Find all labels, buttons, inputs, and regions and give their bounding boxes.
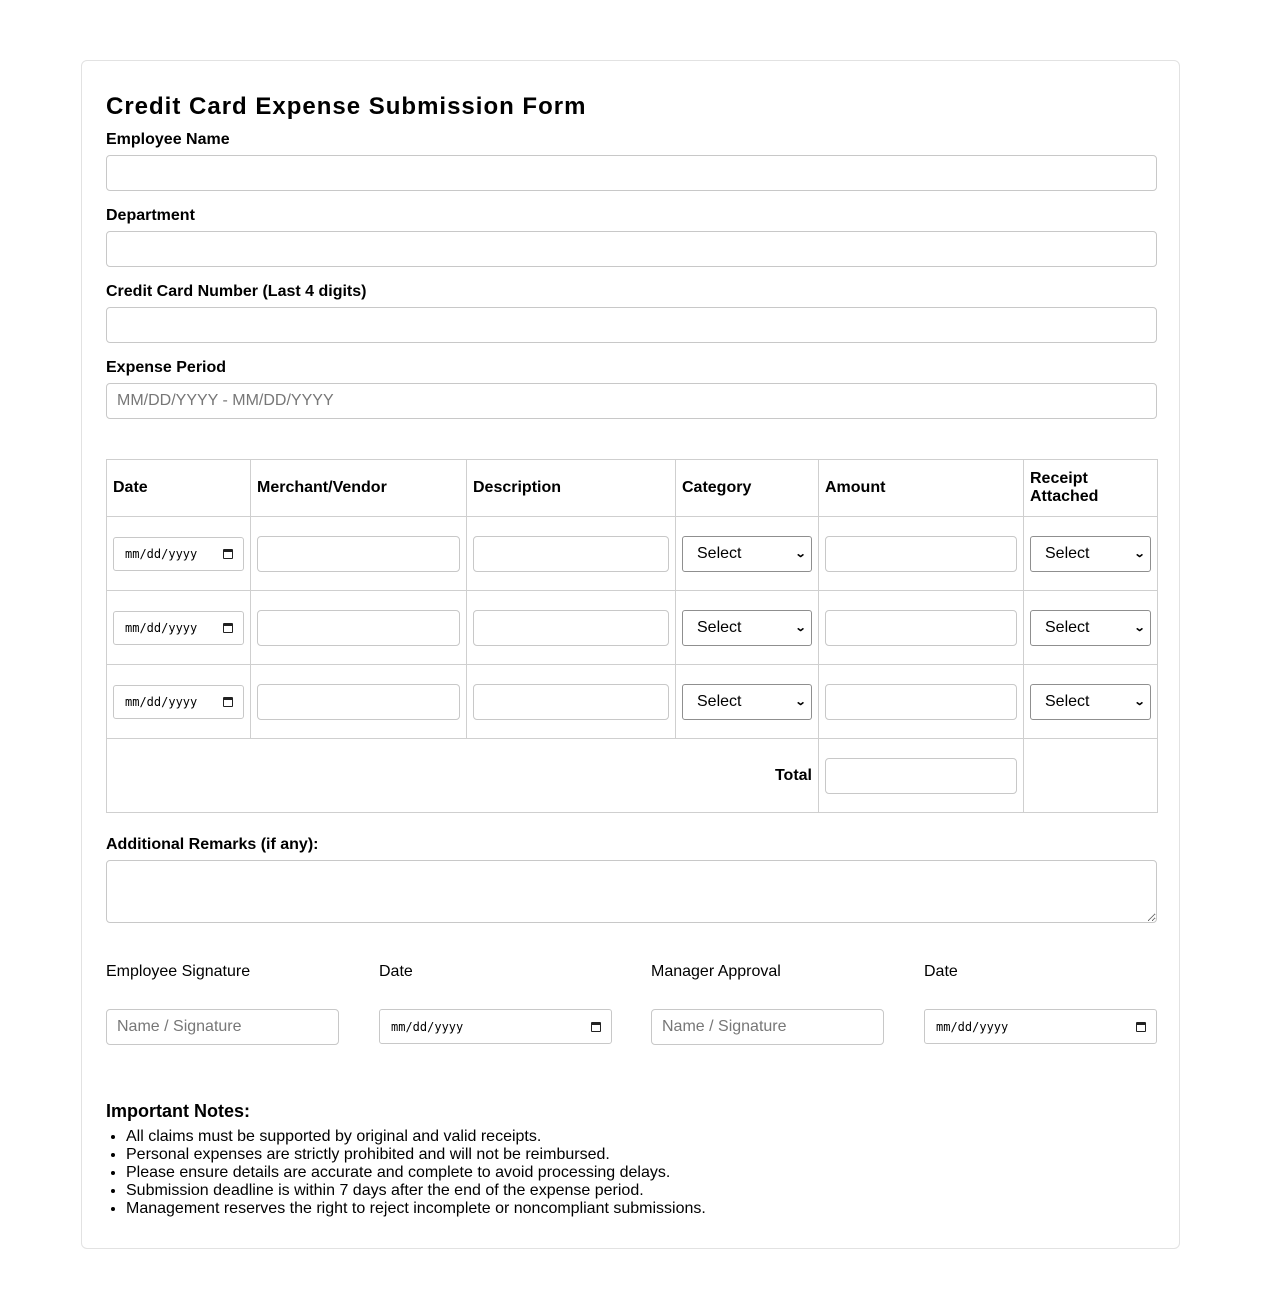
row-category-select[interactable] — [682, 536, 812, 572]
date-placeholder: mm/dd/yyyy — [125, 694, 198, 709]
header-merchant: Merchant/Vendor — [251, 460, 467, 517]
table-row — [107, 665, 1158, 739]
employee-signature-input[interactable] — [106, 1009, 339, 1045]
chevron-down-icon: ⌄ — [1133, 696, 1146, 708]
expense-period-label: Expense Period — [106, 359, 227, 376]
calendar-icon[interactable] — [223, 623, 233, 633]
employee-date-label: Date — [379, 963, 413, 980]
row-receipt-select[interactable] — [1030, 684, 1151, 720]
select-value: Select — [1045, 618, 1090, 636]
calendar-icon[interactable] — [223, 549, 233, 559]
table-header-row — [107, 460, 1158, 517]
chevron-down-icon: ⌄ — [794, 622, 807, 634]
notes-list — [106, 1128, 706, 1218]
select-value: Select — [697, 544, 742, 562]
select-value: Select — [1045, 692, 1090, 710]
chevron-down-icon: ⌄ — [1133, 548, 1146, 560]
chevron-down-icon: ⌄ — [1133, 622, 1146, 634]
row-category-select[interactable] — [682, 610, 812, 646]
manager-date-label: Date — [924, 963, 958, 980]
list-item: • Personal expenses are strictly prohibited and will not be reimbursed. — [126, 1146, 706, 1164]
row-description-input[interactable] — [473, 610, 669, 646]
select-value: Select — [697, 618, 742, 636]
department-label: Department — [106, 207, 195, 224]
date-placeholder: mm/dd/yyyy — [936, 1019, 1009, 1034]
total-input[interactable] — [825, 758, 1017, 794]
row-amount-input[interactable] — [825, 536, 1017, 572]
department-input[interactable] — [106, 231, 1157, 267]
total-empty-cell — [1024, 739, 1158, 813]
row-merchant-input[interactable] — [257, 684, 460, 720]
select-value: Select — [697, 692, 742, 710]
manager-date-input[interactable] — [924, 1009, 1157, 1044]
row-receipt-select[interactable] — [1030, 536, 1151, 572]
row-merchant-input[interactable] — [257, 536, 460, 572]
form-card — [81, 60, 1180, 1249]
header-description: Description — [467, 460, 676, 517]
total-label: Total — [107, 739, 819, 813]
employee-name-input[interactable] — [106, 155, 1157, 191]
header-category: Category — [676, 460, 819, 517]
total-row — [107, 739, 1158, 813]
row-date-input[interactable] — [113, 685, 244, 719]
row-amount-input[interactable] — [825, 610, 1017, 646]
row-category-select[interactable] — [682, 684, 812, 720]
list-item: • All claims must be supported by original and valid receipts. — [126, 1128, 706, 1146]
date-placeholder: mm/dd/yyyy — [125, 620, 198, 635]
notes-heading: Important Notes: — [106, 1101, 250, 1121]
table-row — [107, 517, 1158, 591]
row-merchant-input[interactable] — [257, 610, 460, 646]
expense-table — [106, 459, 1158, 813]
row-description-input[interactable] — [473, 684, 669, 720]
header-receipt: Receipt Attached — [1024, 460, 1158, 517]
employee-date-input[interactable] — [379, 1009, 612, 1044]
calendar-icon[interactable] — [223, 697, 233, 707]
table-row — [107, 591, 1158, 665]
calendar-icon[interactable] — [1136, 1022, 1146, 1032]
employee-date-field[interactable] — [379, 1009, 612, 1044]
employee-signature-label: Employee Signature — [106, 963, 251, 980]
row-date-input[interactable] — [113, 611, 244, 645]
row-description-input[interactable] — [473, 536, 669, 572]
manager-date-field[interactable] — [924, 1009, 1157, 1044]
card-number-label: Credit Card Number (Last 4 digits) — [106, 283, 367, 300]
select-value: Select — [1045, 544, 1090, 562]
chevron-down-icon: ⌄ — [794, 548, 807, 560]
row-amount-input[interactable] — [825, 684, 1017, 720]
calendar-icon[interactable] — [591, 1022, 601, 1032]
header-amount: Amount — [819, 460, 1024, 517]
manager-approval-input[interactable] — [651, 1009, 884, 1045]
manager-approval-label: Manager Approval — [651, 963, 781, 980]
list-item: • Submission deadline is within 7 days after the end of the expense period. — [126, 1182, 706, 1200]
list-item: • Management reserves the right to reject incomplete or noncompliant submissions. — [126, 1200, 706, 1218]
date-placeholder: mm/dd/yyyy — [391, 1019, 464, 1034]
form-title: Credit Card Expense Submission Form — [106, 93, 587, 120]
header-date: Date — [107, 460, 251, 517]
date-placeholder: mm/dd/yyyy — [125, 546, 198, 561]
expense-period-input[interactable] — [106, 383, 1157, 419]
list-item: • Please ensure details are accurate and complete to avoid processing delays. — [126, 1164, 706, 1182]
employee-name-label: Employee Name — [106, 131, 230, 148]
chevron-down-icon: ⌄ — [794, 696, 807, 708]
remarks-label: Additional Remarks (if any): — [106, 836, 319, 853]
row-receipt-select[interactable] — [1030, 610, 1151, 646]
remarks-textarea[interactable] — [106, 860, 1157, 923]
row-date-input[interactable] — [113, 537, 244, 571]
card-number-input[interactable] — [106, 307, 1157, 343]
